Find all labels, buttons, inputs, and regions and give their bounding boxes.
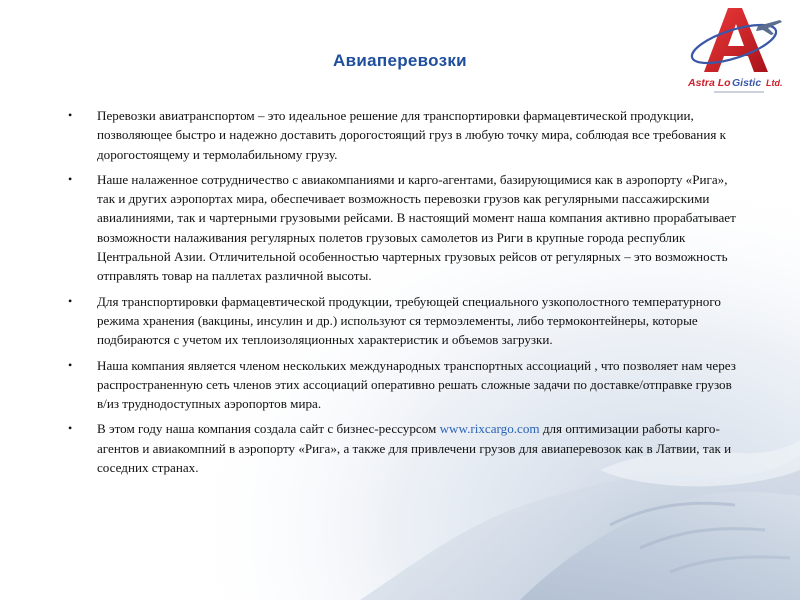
- slide-title: Авиаперевозки: [333, 51, 467, 70]
- bullet-marker: •: [68, 421, 73, 436]
- bullet-marker: •: [68, 171, 73, 186]
- website-link[interactable]: www.rixcargo.com: [439, 421, 540, 437]
- bullet-text-after-link: для оптимизации работы карго-агентов и авиакомпний в аэропорту «Рига», а также для привлечени грузов для авиаперевозок как в Латвии, так и соседних странах.: [97, 421, 732, 476]
- bullet-text: Наше налаженное сотрудничество с авиакомпаниями и карго-агентами, базирующимися как в аэропорту «Рига», так и других аэропортах мира, обеспечивает возможность перевозки грузов как регулярными пассажирскими авиалиниями, так и чартерными грузовыми рейсами. В настоящий момент наша компания активно прорабатывает возможности налаживания регулярных полетов грузовых самолетов из Риги в крупные города республик Центральной Азии. Отличительной особенностью чартерных грузовых рейсов от регулярных – это возможность отправлять товар на паллетах различной высоты.: [97, 171, 736, 284]
- bullet-item-associations: [66, 356, 738, 414]
- bullet-marker: •: [68, 293, 73, 308]
- bullet-item-thermo-transport: [66, 292, 738, 350]
- bullet-text-before-link: В этом году наша компания создала сайт с бизнес-рессурсом: [97, 421, 440, 437]
- bullet-marker: •: [68, 357, 73, 372]
- bullet-list: [66, 106, 738, 483]
- bullet-item-cooperation: [66, 170, 738, 286]
- bullet-item-air-transport: [66, 106, 738, 164]
- bullet-text: Наша компания является членом нескольких международных транспортных ассоциаций , что позволяет нам через распространенную сеть членов этих ассоциаций оперативно решать сложные задачи по доставке/отправке грузов в/из труднодоступных аэропортов мира.: [97, 357, 736, 412]
- svg-text:Gistic: Gistic: [732, 77, 762, 89]
- bullet-text: Перевозки авиатранспортом – это идеальное решение для транспортировки фармацевтической продукции, позволяющее быстро и надежно доставить дорогостоящий груз в любую точку мира, соблюдая все требования к дорогостоящему и термолабильному грузу.: [97, 108, 726, 162]
- bullet-marker: •: [68, 108, 73, 122]
- bullet-text: Для транспортировки фармацевтической продукции, требующей специального узкополостного температурного режима хранения (вакцины, инсулин и др.) используют ся термоэлементы, либо термоконтейнеры, которые подбираются с учетом их теплоизоляционных характеристик и объемов загрузки.: [97, 293, 721, 348]
- svg-text:Astra Lo: Astra Lo: [688, 77, 731, 89]
- svg-text:Ltd.: Ltd.: [766, 78, 783, 88]
- bullet-item-website: [66, 419, 738, 477]
